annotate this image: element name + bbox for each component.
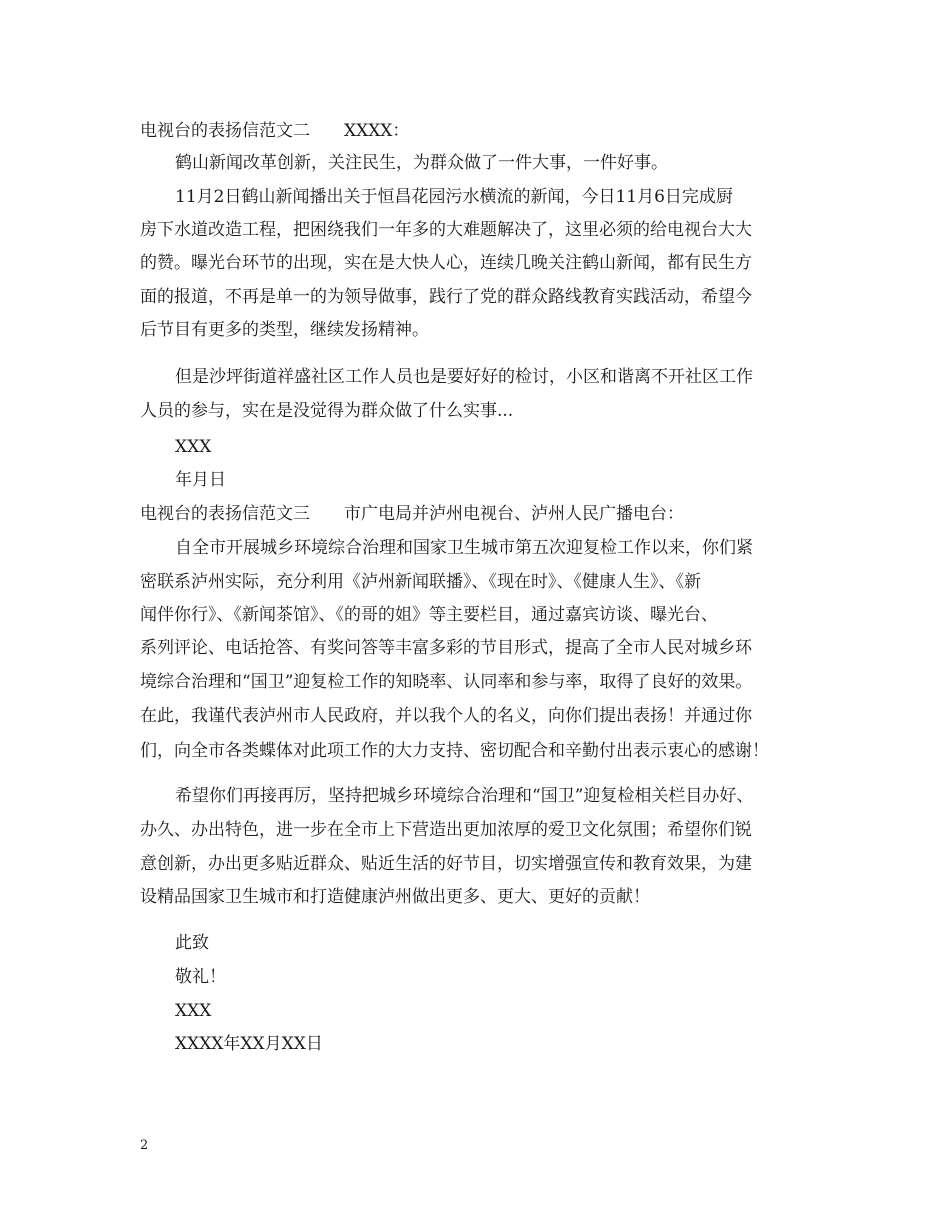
section-heading-2: 电视台的表扬信范文二 XXXX： — [140, 121, 410, 141]
paragraph-line: 的赞。曝光台环节的出现，实在是大快人心，连续几晚关注鹤山新闻，都有民生方 — [140, 253, 752, 273]
paragraph-line: 自全市开展城乡环境综合治理和国家卫生城市第五次迎复检工作以来，你们紧 — [175, 538, 753, 558]
closing-salutation: 此致 — [175, 933, 209, 953]
paragraph-line: 人员的参与，实在是没觉得为群众做了什么实事... — [140, 401, 514, 421]
paragraph-line: 密联系泸州实际，充分利用《泸州新闻联播》、《现在时》、《健康人生》、《新 — [140, 572, 701, 592]
paragraph-line: 们，向全市各类蝶体对此项工作的大力支持、密切配合和辛勤付出表示衷心的感谢！ — [140, 741, 769, 761]
paragraph-line: 在此，我谨代表泸州市人民政府，并以我个人的名义，向你们提出表扬！并通过你 — [140, 706, 752, 726]
paragraph-line: 希望你们再接再厉，坚持把城乡环境综合治理和“国卫”迎复检相关栏目办好、 — [175, 786, 754, 806]
paragraph-line: 系列评论、电话抢答、有奖问答等丰富多彩的节目形式，提高了全市人民对城乡环 — [140, 638, 752, 658]
signature-date: 年月日 — [175, 470, 226, 490]
signature-date: XXXX年XX月XX日 — [175, 1034, 323, 1054]
paragraph-line: 意创新，办出更多贴近群众、贴近生活的好节目，切实增强宣传和教育效果，为建 — [140, 854, 752, 874]
paragraph-line: 境综合治理和“国卫”迎复检工作的知晓率、认同率和参与率，取得了良好的效果。 — [140, 672, 753, 692]
paragraph-line: 11月2日鹤山新闻播出关于恒昌花园污水横流的新闻，今日11月6日完成厨 — [175, 187, 733, 207]
paragraph-line: 办久、办出特色，进一步在全市上下营造出更加浓厚的爱卫文化氛围；希望你们锐 — [140, 820, 752, 840]
paragraph-line: 后节目有更多的类型，继续发扬精神。 — [140, 320, 429, 340]
signature-name: XXX — [175, 1001, 212, 1021]
paragraph-line: 设精品国家卫生城市和打造健康泸州做出更多、更大、更好的贡献！ — [140, 887, 650, 907]
paragraph-line: 闻伴你行》、《新闻茶馆》、《的哥的姐》等主要栏目，通过嘉宾访谈、曝光台、 — [140, 605, 718, 625]
signature-name: XXX — [175, 437, 212, 457]
paragraph-line: 鹤山新闻改革创新，关注民生，为群众做了一件大事，一件好事。 — [175, 153, 668, 173]
paragraph-line: 但是沙坪街道祥盛社区工作人员也是要好好的检讨，小区和谐离不开社区工作 — [175, 367, 753, 387]
section-heading-3: 电视台的表扬信范文三 市广电局并泸州电视台、泸州人民广播电台： — [140, 504, 684, 524]
paragraph-line: 面的报道，不再是单一的为领导做事，践行了党的群众路线教育实践活动，希望今 — [140, 287, 752, 307]
closing-regards: 敬礼！ — [175, 967, 226, 987]
paragraph-line: 房下水道改造工程，把困绕我们一年多的大难题解决了，这里必须的给电视台大大 — [140, 220, 752, 240]
page-number: 2 — [140, 1138, 149, 1153]
